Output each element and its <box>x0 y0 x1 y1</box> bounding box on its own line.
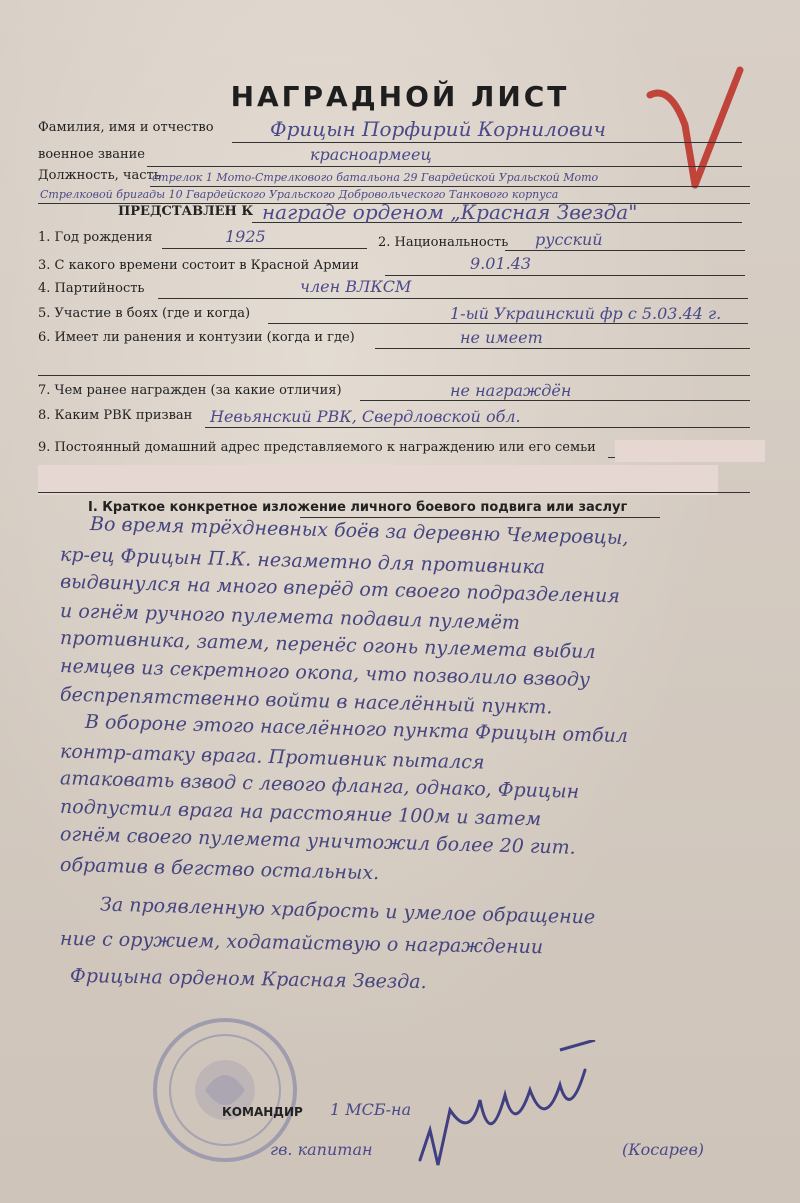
battles-label: 5. Участие в боях (где и когда) <box>38 306 251 321</box>
story-line: обратив в бегство остальных. <box>59 853 380 885</box>
presented-label: ПРЕДСТАВЛЕН К <box>118 204 254 219</box>
presented-value: награде орденом „Красная Звезда" <box>262 200 638 224</box>
birth-year-value: 1925 <box>225 227 266 246</box>
rank-label: военное звание <box>38 147 146 162</box>
battles-underline <box>268 323 748 324</box>
nationality-label: 2. Национальность <box>378 235 509 250</box>
story-line: контр-атаку врага. Противник пытался <box>59 740 485 774</box>
story-line: подпустил врага на расстояние 100м и затем <box>59 795 542 831</box>
commander-signature <box>410 1040 610 1180</box>
story-line: кр-ец Фрицын П.К. незаметно для противника <box>59 543 546 579</box>
commander-name-value: (Косарев) <box>622 1140 705 1159</box>
commander-label: КОМАНДИР <box>222 1105 303 1119</box>
story-line: В обороне этого населённого пункта Фрицын отбил <box>84 710 629 748</box>
army-since-value: 9.01.43 <box>470 254 532 273</box>
story-line: атаковать взвод с левого фланга, однако, Фрицын <box>59 767 580 803</box>
section-divider <box>300 517 660 518</box>
position-label: Должность, часть <box>38 168 161 183</box>
position-underline-1 <box>150 186 750 187</box>
story-line: противника, затем, перенёс огонь пулемета выбил <box>59 626 596 664</box>
address-label: 9. Постоянный домашний адрес представляемого к награждению или его семьи <box>38 440 596 455</box>
address-underline-2 <box>38 492 750 493</box>
story-line: ние с оружием, ходатайствую о награждении <box>59 927 544 959</box>
section-title: I. Краткое конкретное изложение личного боевого подвига или заслуг <box>88 500 628 515</box>
party-value: член ВЛКСМ <box>300 277 412 296</box>
wounds-label: 6. Имеет ли ранения и контузии (когда и где) <box>38 330 355 345</box>
rank-value: красноармеец <box>310 145 432 164</box>
position-value-1: стрелок 1 Мото-Стрелкового батальона 29 Гвардейской Уральской Мото <box>152 171 599 184</box>
party-label: 4. Партийность <box>38 281 145 296</box>
awards-label: 7. Чем ранее награжден (за какие отличия) <box>38 383 342 398</box>
document-title: НАГРАДНОЙ ЛИСТ <box>230 80 570 113</box>
party-underline <box>158 298 748 299</box>
wounds-value: не имеет <box>460 328 543 347</box>
wounds-underline-2 <box>38 375 750 376</box>
rvk-underline <box>205 427 750 428</box>
name-underline <box>232 142 742 143</box>
story-line: Фрицына орденом Красная Звезда. <box>69 964 427 994</box>
rank-underline <box>147 166 742 167</box>
birth-year-label: 1. Год рождения <box>38 230 153 245</box>
birth-year-underline <box>162 248 367 249</box>
nationality-underline <box>505 250 745 251</box>
battles-value: 1-ый Украинский фр с 5.03.44 г. <box>450 304 722 323</box>
name-value: Фрицын Порфирий Корнилович <box>270 117 606 141</box>
redaction-box-1 <box>615 440 765 462</box>
story-line: За проявленную храбрость и умелое обращение <box>99 893 596 929</box>
story-line: огнём своего пулемета уничтожил более 20 гит. <box>59 823 577 859</box>
story-line: и огнём ручного пулемета подавил пулемёт <box>59 599 521 635</box>
commander-rank-value: гв. капитан <box>270 1140 373 1159</box>
army-since-underline <box>385 275 745 276</box>
awards-underline <box>360 400 750 401</box>
redaction-box-2 <box>38 465 718 495</box>
army-since-label: 3. С какого времени состоит в Красной Армии <box>38 258 359 273</box>
story-line: Во время трёхдневных боёв за деревню Чемеровцы, <box>89 512 629 550</box>
story-line: беспрепятственно войти в населённый пункт. <box>59 683 553 719</box>
wounds-underline <box>375 348 750 349</box>
story-line: выдвинулся на много вперёд от своего подразделения <box>59 570 621 608</box>
rvk-value: Невьянский РВК, Свердловской обл. <box>210 407 521 426</box>
nationality-value: русский <box>535 230 603 249</box>
commander-value: 1 МСБ-на <box>330 1100 412 1119</box>
story-line: немцев из секретного окопа, что позволило взводу <box>59 655 591 691</box>
rvk-label: 8. Каким РВК призван <box>38 408 193 423</box>
name-label: Фамилия, имя и отчество <box>38 120 214 135</box>
position-value-2: Стрелковой бригады 10 Гвардейского Уральского Добровольческого Танкового корпуса <box>40 188 559 201</box>
awards-value: не награждён <box>450 381 572 400</box>
